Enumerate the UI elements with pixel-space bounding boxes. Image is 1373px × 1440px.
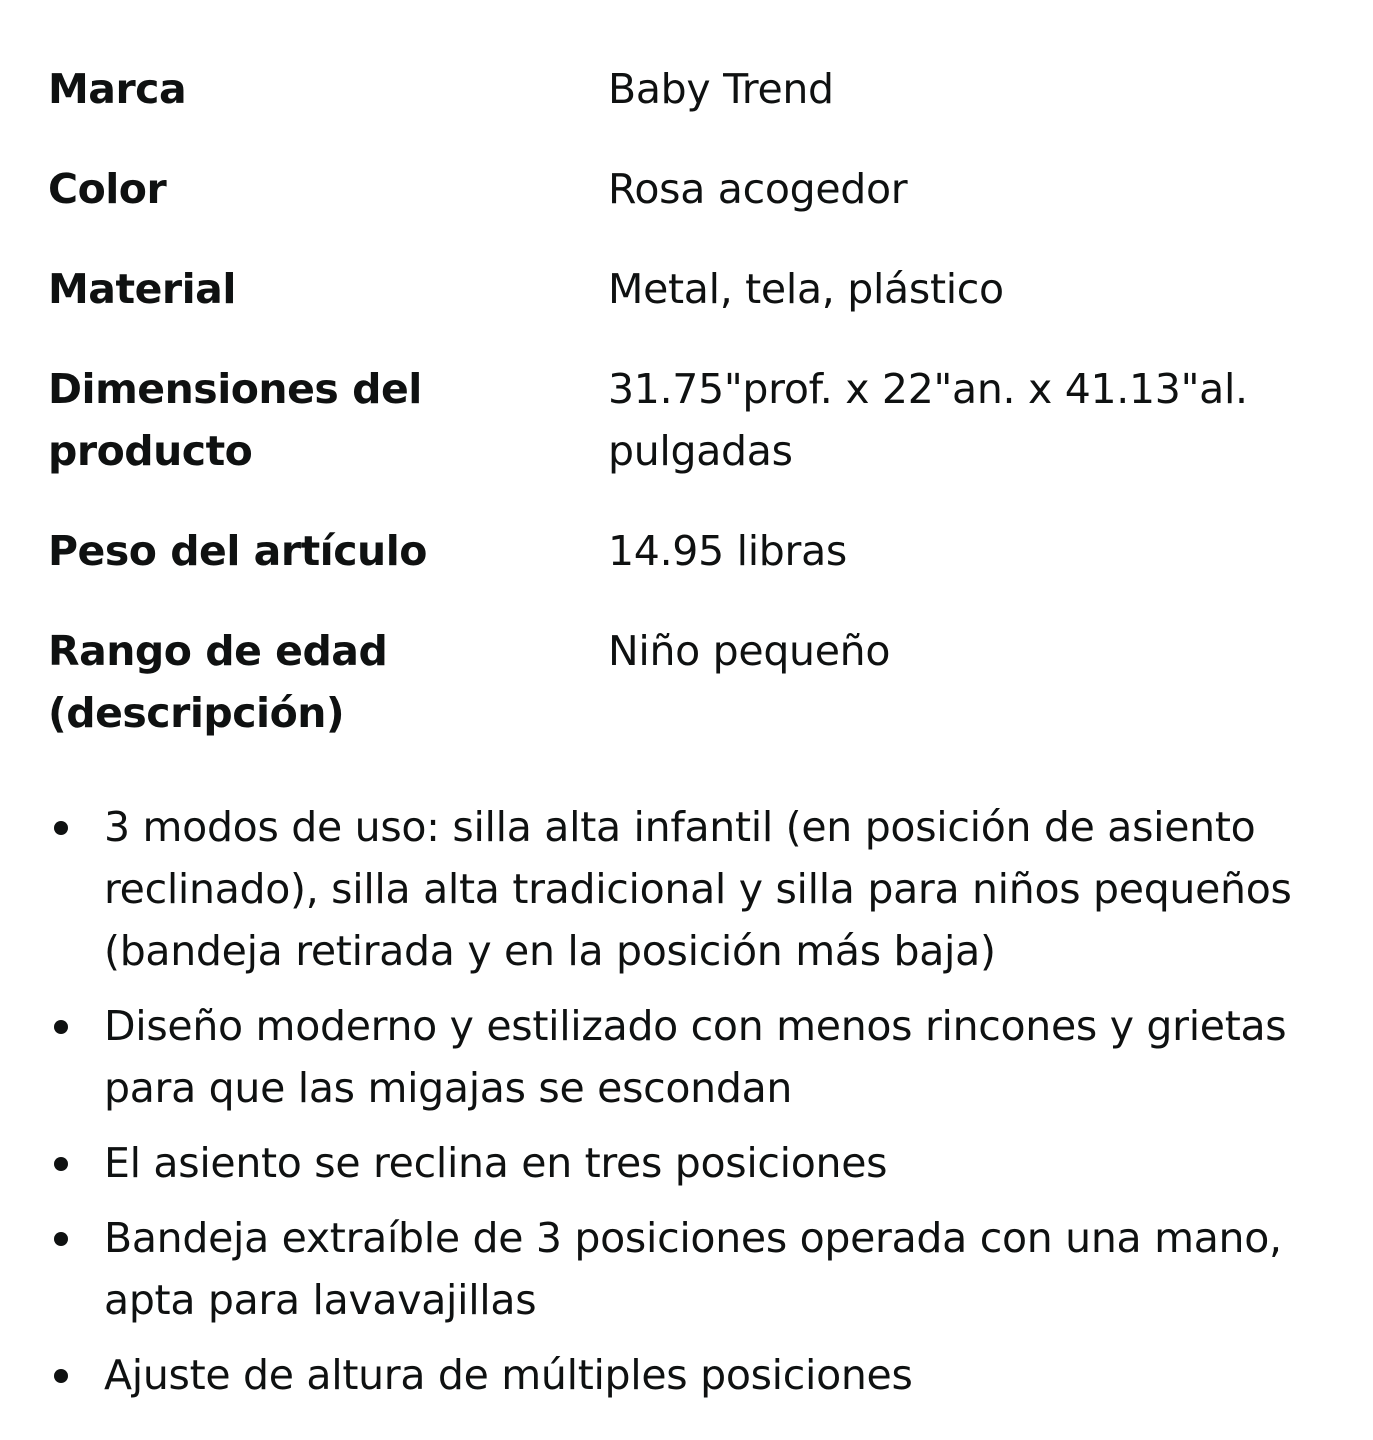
- spec-row-brand: [48, 58, 1338, 120]
- spec-label: Material: [48, 265, 236, 313]
- spec-row-dimensions: [48, 358, 1338, 482]
- spec-row-material: [48, 258, 1338, 320]
- feature-bullets: [48, 796, 1348, 1419]
- bullet-text: Diseño moderno y estilizado con menos rincones y grietas para que las migajas se escondan: [104, 1002, 1287, 1112]
- bullet-text: Ajuste de altura de múltiples posiciones: [104, 1351, 913, 1399]
- spec-value: 14.95 libras: [608, 527, 847, 575]
- bullet-dot-icon: [54, 1369, 68, 1383]
- spec-row-age-range: [48, 620, 1338, 744]
- list-item: [48, 1132, 1348, 1194]
- spec-value: 31.75"prof. x 22"an. x 41.13"al. pulgadas: [608, 365, 1248, 475]
- specs-table: [48, 58, 1338, 782]
- spec-row-weight: [48, 520, 1338, 582]
- list-item: [48, 1207, 1348, 1331]
- spec-label: Peso del artículo: [48, 527, 427, 575]
- spec-value: Metal, tela, plástico: [608, 265, 1004, 313]
- bullet-text: El asiento se reclina en tres posiciones: [104, 1139, 888, 1187]
- list-item: [48, 1344, 1348, 1406]
- spec-value: Baby Trend: [608, 65, 834, 113]
- spec-label: Marca: [48, 65, 187, 113]
- bullet-text: Bandeja extraíble de 3 posiciones operada con una mano, apta para lavavajillas: [104, 1214, 1282, 1324]
- spec-row-color: [48, 158, 1338, 220]
- list-item: [48, 796, 1348, 982]
- bullet-text: 3 modos de uso: silla alta infantil (en posición de asiento reclinado), silla alta tradicional y silla para niños pequeños (bandeja retirada y en la posición más baja): [104, 803, 1292, 975]
- bullet-dot-icon: [54, 821, 68, 835]
- bullet-dot-icon: [54, 1157, 68, 1171]
- spec-value: Niño pequeño: [608, 627, 891, 675]
- bullet-dot-icon: [54, 1232, 68, 1246]
- spec-label: Rango de edad (descripción): [48, 627, 388, 737]
- spec-value: Rosa acogedor: [608, 165, 908, 213]
- bullet-dot-icon: [54, 1020, 68, 1034]
- list-item: [48, 995, 1348, 1119]
- spec-label: Color: [48, 165, 167, 213]
- spec-label: Dimensiones del producto: [48, 365, 422, 475]
